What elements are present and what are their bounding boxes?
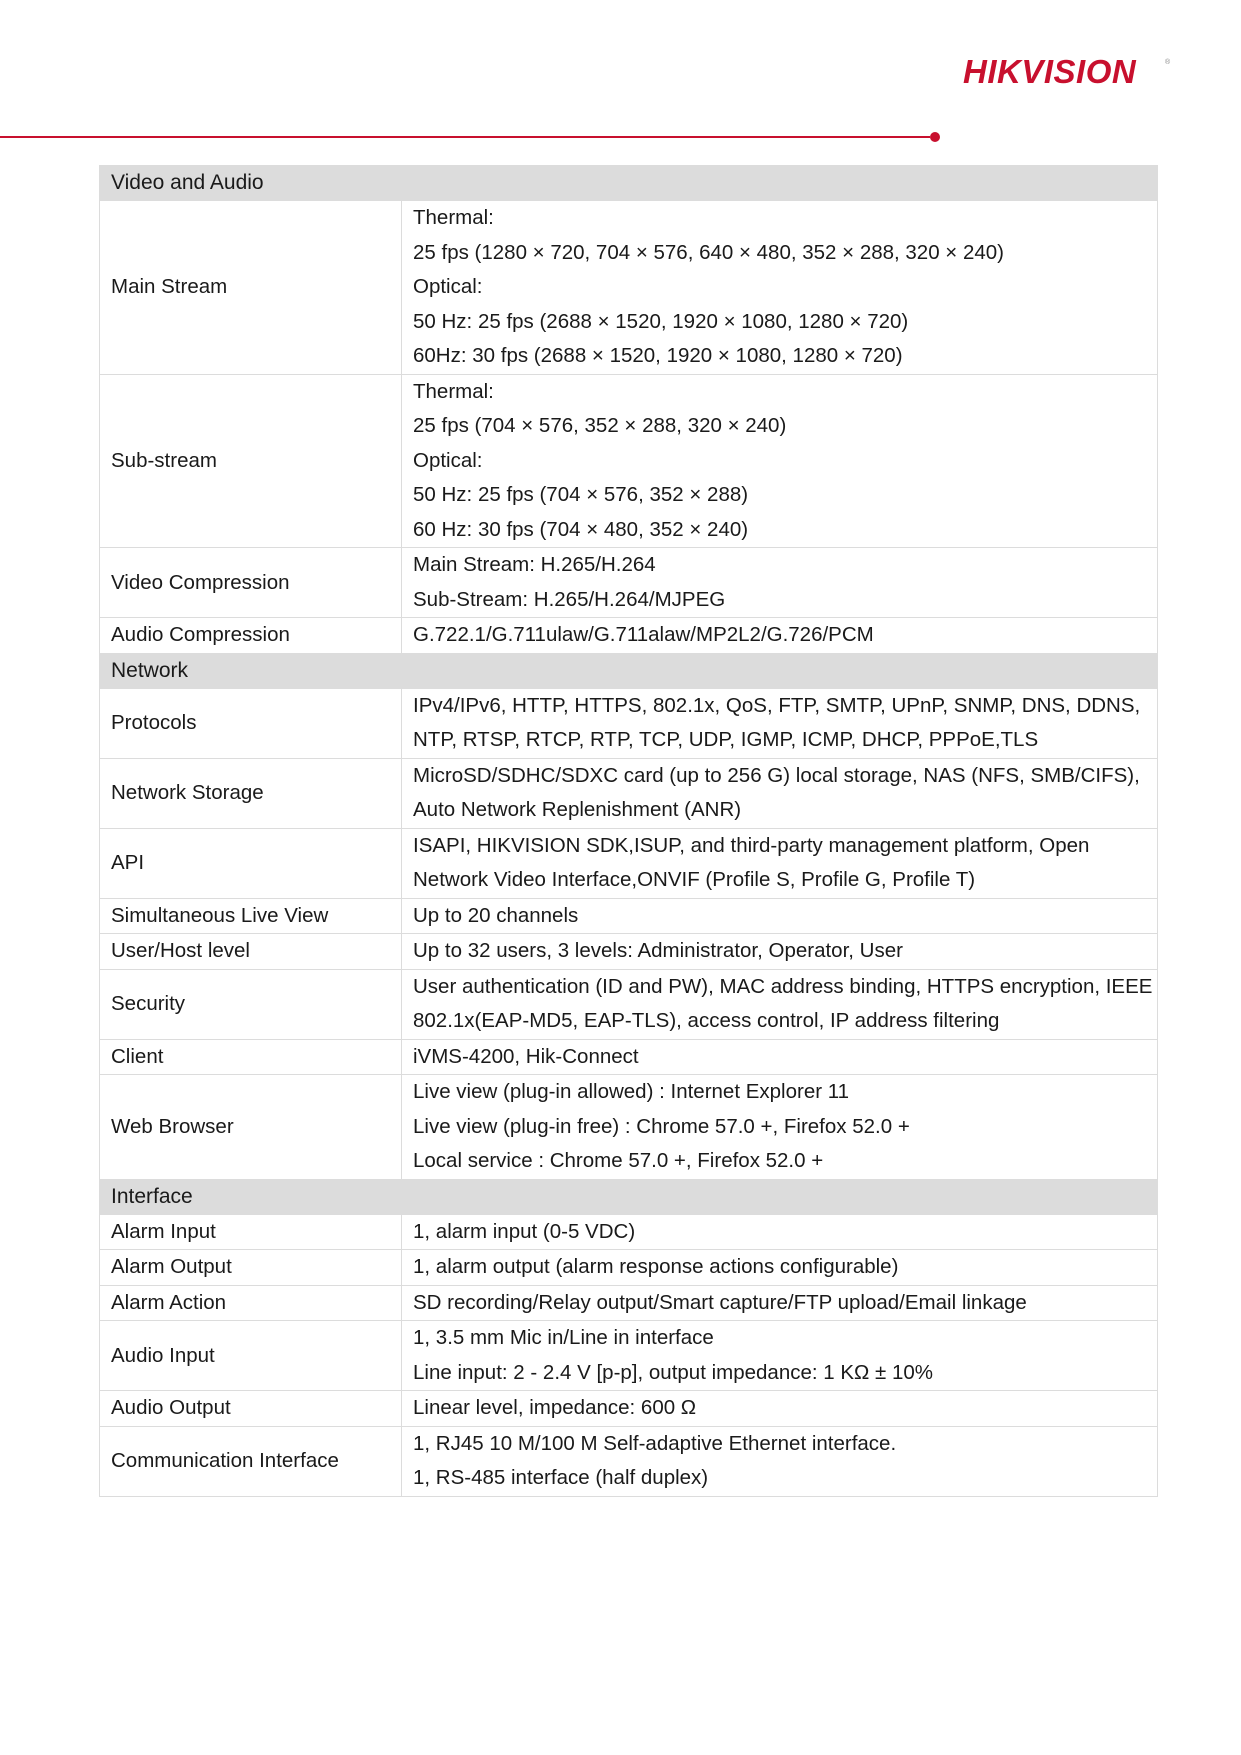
spec-row <box>100 758 1158 828</box>
spec-value-line: Linear level, impedance: 600 Ω <box>413 1396 697 1419</box>
spec-value-line: 50 Hz: 25 fps (704 × 576, 352 × 288) <box>413 483 749 506</box>
spec-table-body <box>100 166 1158 1497</box>
spec-value-line: Live view (plug-in allowed) : Internet Explorer 11 <box>413 1080 850 1103</box>
spec-value <box>402 201 1158 375</box>
spec-value-line: 25 fps (704 × 576, 352 × 288, 320 × 240) <box>413 414 787 437</box>
spec-value-line: ISAPI, HIKVISION SDK,ISUP, and third-party management platform, Open <box>413 833 1090 857</box>
spec-label: Alarm Output <box>100 1250 402 1286</box>
spec-label: Security <box>100 969 402 1039</box>
spec-row <box>100 1321 1158 1391</box>
spec-value-line: 1, alarm output (alarm response actions configurable) <box>413 1255 899 1278</box>
spec-value-line: Auto Network Replenishment (ANR) <box>413 798 742 821</box>
spec-value <box>402 618 1158 654</box>
spec-value <box>402 1075 1158 1180</box>
spec-label: Network Storage <box>100 758 402 828</box>
spec-row <box>100 828 1158 898</box>
spec-label: User/Host level <box>100 934 402 970</box>
spec-value-line: Thermal: <box>413 379 494 403</box>
spec-label: Sub-stream <box>100 374 402 548</box>
header-rule <box>0 136 930 138</box>
spec-row <box>100 618 1158 654</box>
spec-value-line: MicroSD/SDHC/SDXC card (up to 256 G) local storage, NAS (NFS, SMB/CIFS), <box>413 763 1140 787</box>
spec-label: Main Stream <box>100 201 402 375</box>
section-header <box>100 653 1158 688</box>
spec-row <box>100 374 1158 548</box>
section-title: Interface <box>100 1179 1158 1214</box>
spec-row <box>100 1285 1158 1321</box>
section-header <box>100 1179 1158 1214</box>
spec-label: Protocols <box>100 688 402 758</box>
spec-row <box>100 1250 1158 1286</box>
spec-value <box>402 1391 1158 1427</box>
spec-value <box>402 1285 1158 1321</box>
spec-value-line: Network Video Interface,ONVIF (Profile S, Profile G, Profile T) <box>413 868 976 891</box>
spec-value-line: 25 fps (1280 × 720, 704 × 576, 640 × 480, 352 × 288, 320 × 240) <box>413 240 1005 264</box>
spec-value-line: Optical: <box>413 448 483 472</box>
spec-row <box>100 1426 1158 1496</box>
section-header <box>100 166 1158 201</box>
spec-value-line: iVMS-4200, Hik-Connect <box>413 1044 639 1068</box>
spec-value-line: 60 Hz: 30 fps (704 × 480, 352 × 240) <box>413 517 749 541</box>
spec-label: API <box>100 828 402 898</box>
spec-row <box>100 548 1158 618</box>
spec-value-line: Sub-Stream: H.265/H.264/MJPEG <box>413 587 726 611</box>
spec-row <box>100 1391 1158 1427</box>
spec-value-line: Line input: 2 - 2.4 V [p-p], output impedance: 1 KΩ ± 10% <box>413 1360 934 1384</box>
spec-value-line: Main Stream: H.265/H.264 <box>413 553 656 576</box>
spec-value <box>402 1039 1158 1075</box>
hikvision-logo <box>963 54 1173 90</box>
spec-value-line: 1, alarm input (0-5 VDC) <box>413 1219 636 1243</box>
spec-value-line: NTP, RTSP, RTCP, RTP, TCP, UDP, IGMP, ICMP, DHCP, PPPoE,TLS <box>413 728 1039 751</box>
spec-row <box>100 201 1158 375</box>
section-title: Network <box>100 653 1158 688</box>
spec-value <box>402 374 1158 548</box>
spec-value-line: G.722.1/G.711ulaw/G.711alaw/MP2L2/G.726/PCM <box>413 623 874 646</box>
spec-value-line: Up to 32 users, 3 levels: Administrator, Operator, User <box>413 939 903 962</box>
svg-text:®: ® <box>1165 59 1171 66</box>
spec-label: Alarm Input <box>100 1214 402 1250</box>
svg-text:HIKVISION: HIKVISION <box>963 54 1137 90</box>
spec-row <box>100 1075 1158 1180</box>
spec-row <box>100 1039 1158 1075</box>
spec-value-line: 802.1x(EAP-MD5, EAP-TLS), access control, IP address filtering <box>413 1009 1000 1032</box>
spec-value <box>402 548 1158 618</box>
spec-value <box>402 758 1158 828</box>
spec-value <box>402 1214 1158 1250</box>
spec-value-line: SD recording/Relay output/Smart capture/FTP upload/Email linkage <box>413 1290 1027 1314</box>
spec-value-line: 60Hz: 30 fps (2688 × 1520, 1920 × 1080, 1280 × 720) <box>413 344 903 367</box>
spec-label: Alarm Action <box>100 1285 402 1321</box>
spec-value-line: 1, RS-485 interface (half duplex) <box>413 1466 709 1489</box>
spec-value-line: 1, 3.5 mm Mic in/Line in interface <box>413 1326 714 1349</box>
spec-row <box>100 1214 1158 1250</box>
spec-row <box>100 934 1158 970</box>
spec-value-line: Live view (plug-in free) : Chrome 57.0 +, Firefox 52.0 + <box>413 1114 910 1138</box>
spec-label: Web Browser <box>100 1075 402 1180</box>
spec-value-line: Local service : Chrome 57.0 +, Firefox 52.0 + <box>413 1149 824 1172</box>
spec-label: Client <box>100 1039 402 1075</box>
spec-label: Audio Compression <box>100 618 402 654</box>
spec-value <box>402 1321 1158 1391</box>
spec-value-line: Up to 20 channels <box>413 903 579 927</box>
spec-value <box>402 898 1158 934</box>
spec-value-line: 50 Hz: 25 fps (2688 × 1520, 1920 × 1080, 1280 × 720) <box>413 309 909 333</box>
spec-value <box>402 688 1158 758</box>
spec-label: Video Compression <box>100 548 402 618</box>
spec-value <box>402 1426 1158 1496</box>
spec-label: Audio Input <box>100 1321 402 1391</box>
spec-value <box>402 969 1158 1039</box>
spec-row <box>100 688 1158 758</box>
spec-value <box>402 1250 1158 1286</box>
spec-label: Audio Output <box>100 1391 402 1427</box>
header-rule-dot <box>930 132 940 142</box>
spec-value <box>402 934 1158 970</box>
spec-table <box>99 165 1158 1497</box>
spec-label: Simultaneous Live View <box>100 898 402 934</box>
spec-value <box>402 828 1158 898</box>
spec-value-line: User authentication (ID and PW), MAC address binding, HTTPS encryption, IEEE <box>413 974 1153 998</box>
spec-value-line: IPv4/IPv6, HTTP, HTTPS, 802.1x, QoS, FTP, SMTP, UPnP, SNMP, DNS, DDNS, <box>413 693 1141 717</box>
spec-value-line: 1, RJ45 10 M/100 M Self-adaptive Ethernet interface. <box>413 1431 897 1455</box>
spec-value-line: Optical: <box>413 275 483 298</box>
spec-label: Communication Interface <box>100 1426 402 1496</box>
spec-value-line: Thermal: <box>413 206 494 229</box>
spec-row <box>100 969 1158 1039</box>
section-title: Video and Audio <box>100 166 1158 201</box>
spec-row <box>100 898 1158 934</box>
